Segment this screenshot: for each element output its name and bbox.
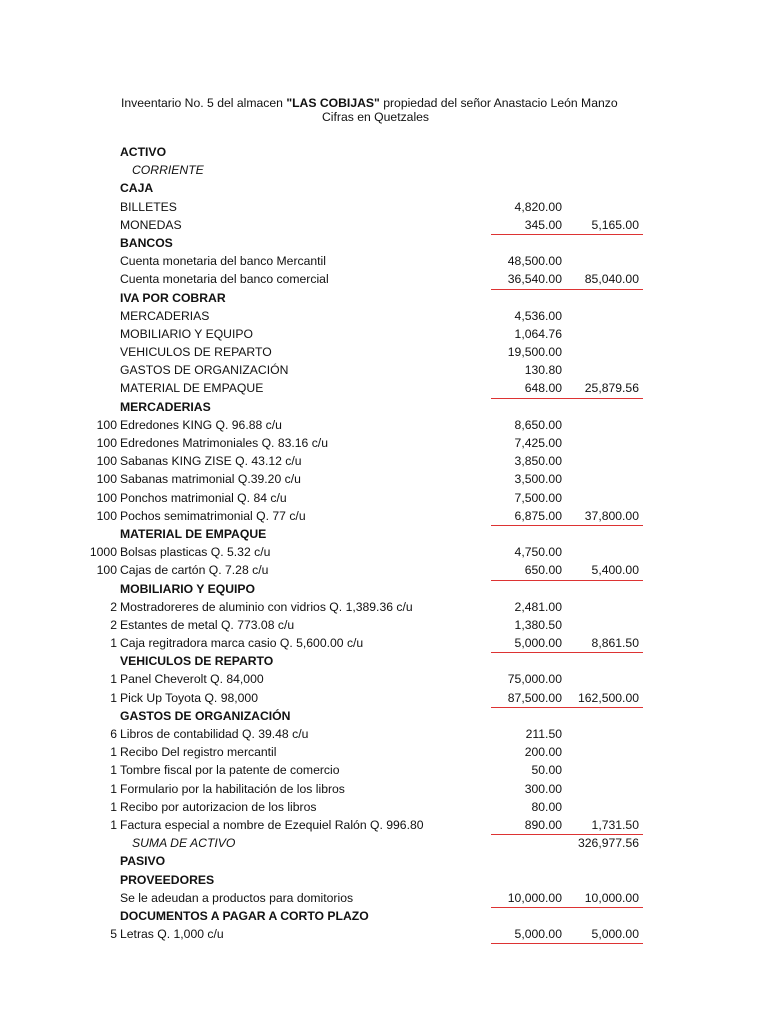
- amount-cell: 211.50: [525, 727, 562, 741]
- section-heading-row: [0, 907, 768, 925]
- store-name: "LAS COBIJAS": [286, 96, 380, 110]
- table-row: [0, 489, 768, 507]
- quantity-cell: 1: [110, 817, 117, 832]
- table-row: [0, 925, 768, 943]
- table-row: [0, 889, 768, 907]
- table-row: [0, 561, 768, 579]
- amount-cell: 7,500.00: [514, 490, 562, 505]
- description-cell: Pick Up Toyota Q. 98,000: [120, 690, 258, 705]
- amount-cell: 5,000.00: [514, 636, 562, 651]
- table-row: [0, 689, 768, 707]
- quantity-cell: 1: [110, 672, 117, 687]
- section-heading-row: [0, 525, 768, 543]
- description-cell: MERCADERIAS: [120, 308, 210, 323]
- title-subtitle: Cifras en Quetzales: [322, 110, 430, 124]
- section-heading-row: [0, 707, 768, 725]
- subtotal-underline: [491, 943, 643, 944]
- quantity-cell: 1000: [89, 545, 117, 560]
- table-row: [0, 198, 768, 216]
- table-row: [0, 598, 768, 616]
- amount-cell: 3,850.00: [514, 454, 562, 469]
- subtotal-cell: 10,000.00: [584, 890, 639, 905]
- table-row: [0, 634, 768, 652]
- subtotal-cell: 85,040.00: [584, 272, 639, 287]
- amount-cell: 10,000.00: [507, 890, 562, 905]
- quantity-cell: 2: [110, 617, 117, 632]
- description-cell: ACTIVO: [120, 145, 167, 159]
- description-cell: Estantes de metal Q. 773.08 c/u: [120, 617, 295, 632]
- section-heading-row: [0, 580, 768, 598]
- amount-cell: 4,820.00: [514, 199, 562, 214]
- amount-cell: 36,540.00: [507, 272, 562, 287]
- description-cell: Sabanas matrimonial Q.39.20 c/u: [120, 472, 301, 487]
- amount-cell: 650.00: [524, 563, 562, 578]
- quantity-cell: 1: [110, 799, 117, 814]
- description-cell: MONEDAS: [120, 217, 182, 232]
- section-heading-row: [0, 652, 768, 670]
- table-row: [0, 379, 768, 397]
- section-heading-row: [0, 179, 768, 197]
- amount-cell: 200.00: [524, 745, 562, 760]
- quantity-cell: 1: [110, 636, 117, 651]
- table-row: [0, 834, 768, 852]
- table-row: [0, 416, 768, 434]
- quantity-cell: 1: [110, 763, 117, 778]
- description-cell: Formulario por la habilitación de los libros: [120, 781, 345, 796]
- table-row: [0, 725, 768, 743]
- description-cell: CORRIENTE: [132, 163, 204, 178]
- quantity-cell: 100: [96, 454, 117, 469]
- description-cell: VEHICULOS DE REPARTO: [120, 654, 274, 669]
- amount-cell: 648.00: [524, 381, 562, 396]
- description-cell: Caja regitradora marca casio Q. 5,600.00 c/u: [120, 636, 364, 651]
- table-row: [0, 507, 768, 525]
- title-suffix: propiedad del señor Anastacio León Manzo: [379, 96, 618, 110]
- description-cell: Mostradoreres de aluminio con vidrios Q. 1,389.36 c/u: [120, 599, 413, 614]
- amount-cell: 80.00: [531, 799, 562, 814]
- section-heading-row: [0, 871, 768, 889]
- table-row: [0, 343, 768, 361]
- amount-cell: 50.00: [531, 763, 562, 778]
- table-row: [0, 816, 768, 834]
- subtotal-cell: 5,000.00: [591, 927, 639, 942]
- description-cell: Edredones KING Q. 96.88 c/u: [120, 417, 282, 432]
- amount-cell: 1,380.50: [514, 617, 562, 632]
- quantity-cell: 100: [96, 490, 117, 505]
- amount-cell: 345.00: [524, 217, 562, 232]
- amount-cell: 19,500.00: [507, 345, 562, 360]
- subtotal-cell: 5,165.00: [591, 217, 639, 232]
- section-heading-row: [0, 234, 768, 252]
- table-row: [0, 270, 768, 288]
- description-cell: BANCOS: [120, 235, 173, 250]
- description-cell: Cajas de cartón Q. 7.28 c/u: [120, 563, 269, 578]
- description-cell: MERCADERIAS: [120, 399, 211, 414]
- description-cell: GASTOS DE ORGANIZACIÓN: [120, 363, 289, 378]
- description-cell: Sabanas KING ZISE Q. 43.12 c/u: [120, 454, 302, 469]
- table-row: [0, 216, 768, 234]
- amount-cell: 2,481.00: [514, 599, 562, 614]
- section-heading-row: [0, 143, 768, 161]
- quantity-cell: 1: [110, 690, 117, 705]
- subtotal-cell: 37,800.00: [584, 508, 639, 523]
- description-cell: Edredones Matrimoniales Q. 83.16 c/u: [120, 436, 328, 450]
- subtotal-cell: 5,400.00: [591, 563, 639, 578]
- amount-cell: 3,500.00: [514, 472, 562, 487]
- amount-cell: 4,536.00: [514, 308, 562, 323]
- table-row: [0, 361, 768, 379]
- table-row: [0, 616, 768, 634]
- description-cell: SUMA DE ACTIVO: [132, 836, 236, 851]
- subtotal-cell: 162,500.00: [578, 690, 639, 705]
- amount-cell: 300.00: [524, 781, 562, 796]
- description-cell: Se le adeudan a productos para domitorios: [120, 890, 354, 905]
- section-heading-row: [0, 398, 768, 416]
- subtotal-cell: 326,977.56: [578, 836, 639, 851]
- amount-cell: 6,875.00: [514, 508, 562, 523]
- amount-cell: 4,750.00: [514, 545, 562, 560]
- amount-cell: 5,000.00: [514, 927, 562, 942]
- table-row: [0, 252, 768, 270]
- section-heading-row: [0, 289, 768, 307]
- description-cell: DOCUMENTOS A PAGAR A CORTO PLAZO: [120, 908, 369, 923]
- section-heading-row: [0, 852, 768, 870]
- amount-cell: 890.00: [524, 817, 562, 832]
- description-cell: Ponchos matrimonial Q. 84 c/u: [120, 490, 287, 505]
- amount-cell: 8,650.00: [514, 417, 562, 432]
- table-row: [0, 670, 768, 688]
- table-row: [0, 543, 768, 561]
- quantity-cell: 100: [96, 417, 117, 432]
- amount-cell: 87,500.00: [507, 690, 562, 705]
- description-cell: Letras Q. 1,000 c/u: [120, 927, 224, 942]
- quantity-cell: 100: [96, 508, 117, 523]
- quantity-cell: 100: [96, 472, 117, 487]
- description-cell: VEHICULOS DE REPARTO: [120, 345, 272, 360]
- description-cell: CAJA: [120, 181, 154, 196]
- inventory-table: [0, 143, 768, 943]
- subtotal-cell: 1,731.50: [591, 817, 639, 832]
- amount-cell: 48,500.00: [507, 254, 562, 269]
- description-cell: Pochos semimatrimonial Q. 77 c/u: [120, 508, 306, 523]
- description-cell: Bolsas plasticas Q. 5.32 c/u: [120, 545, 271, 560]
- description-cell: MOBILIARIO Y EQUIPO: [120, 326, 253, 341]
- table-row: [0, 161, 768, 179]
- table-row: [0, 325, 768, 343]
- description-cell: Factura especial a nombre de Ezequiel Ralón Q. 996.80: [120, 817, 424, 832]
- table-row: [0, 780, 768, 798]
- title-prefix: Inveentario No. 5 del almacen: [121, 96, 287, 110]
- table-row: [0, 434, 768, 452]
- quantity-cell: 100: [96, 563, 117, 578]
- amount-cell: 1,064.76: [514, 326, 562, 341]
- quantity-cell: 5: [110, 927, 117, 942]
- description-cell: GASTOS DE ORGANIZACIÓN: [120, 708, 291, 723]
- description-cell: Recibo por autorizacion de los libros: [120, 799, 317, 814]
- table-row: [0, 470, 768, 488]
- description-cell: PROVEEDORES: [120, 872, 215, 887]
- quantity-cell: 1: [110, 745, 117, 760]
- amount-cell: 7,425.00: [514, 436, 562, 450]
- description-cell: Tombre fiscal por la patente de comercio: [120, 763, 340, 778]
- quantity-cell: 1: [110, 781, 117, 796]
- description-cell: Panel Cheverolt Q. 84,000: [120, 672, 264, 687]
- quantity-cell: 2: [110, 599, 117, 614]
- quantity-cell: 6: [110, 727, 117, 741]
- subtotal-cell: 25,879.56: [584, 381, 639, 396]
- description-cell: BILLETES: [120, 199, 177, 214]
- description-cell: IVA POR COBRAR: [120, 290, 226, 305]
- table-row: [0, 452, 768, 470]
- description-cell: Cuenta monetaria del banco Mercantil: [120, 254, 326, 269]
- description-cell: Recibo Del registro mercantil: [120, 745, 277, 760]
- description-cell: Cuenta monetaria del banco comercial: [120, 272, 329, 287]
- table-row: [0, 743, 768, 761]
- description-cell: PASIVO: [120, 854, 166, 869]
- amount-cell: 75,000.00: [507, 672, 562, 687]
- description-cell: Libros de contabilidad Q. 39.48 c/u: [120, 727, 309, 741]
- table-row: [0, 798, 768, 816]
- title-line: [121, 96, 661, 110]
- description-cell: MATERIAL DE EMPAQUE: [120, 381, 264, 396]
- description-cell: MOBILIARIO Y EQUIPO: [120, 581, 255, 596]
- table-row: [0, 761, 768, 779]
- amount-cell: 130.80: [524, 363, 562, 378]
- description-cell: MATERIAL DE EMPAQUE: [120, 526, 267, 541]
- subtotal-cell: 8,861.50: [591, 636, 639, 651]
- table-row: [0, 307, 768, 325]
- quantity-cell: 100: [96, 436, 117, 450]
